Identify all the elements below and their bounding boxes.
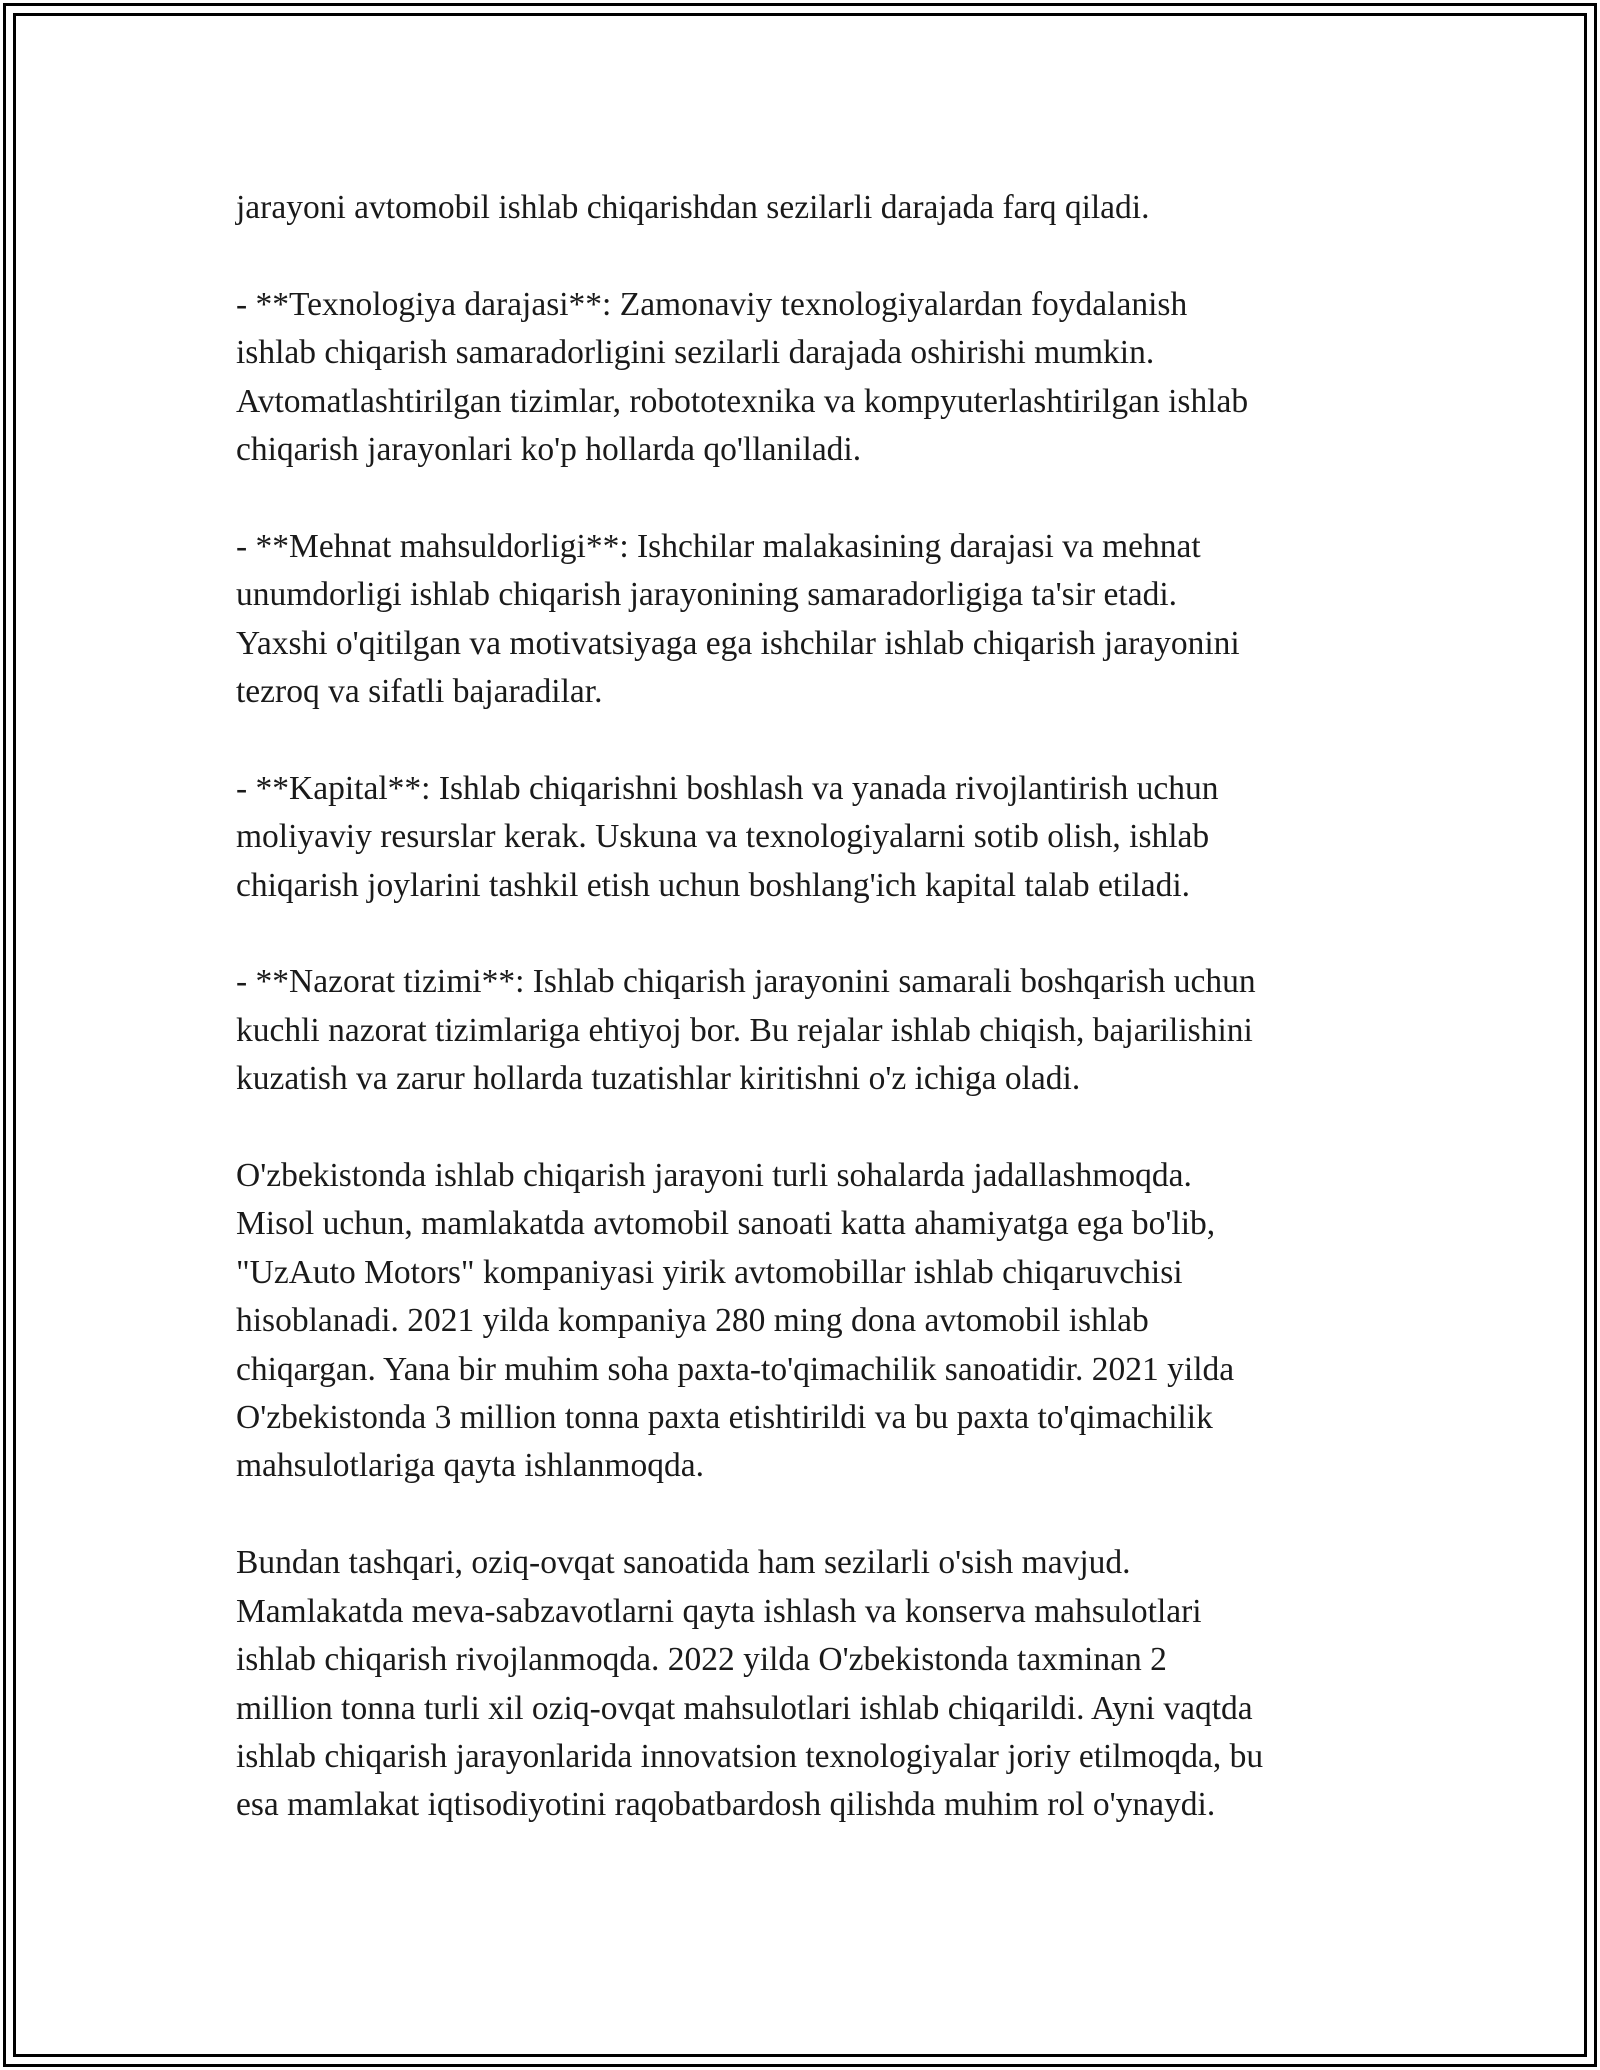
text-line: tezroq va sifatli bajaradilar.	[236, 673, 603, 711]
text-line: "UzAuto Motors" kompaniyasi yirik avtomobillar ishlab chiqaruvchisi	[236, 1253, 1183, 1291]
text-line: kuchli nazorat tizimlariga ehtiyoj bor. Bu rejalar ishlab chiqish, bajarilishini	[236, 1011, 1253, 1049]
text-line: esa mamlakat iqtisodiyotini raqobatbardosh qilishda muhim rol o'ynaydi.	[236, 1786, 1216, 1824]
text-line: chiqarish joylarini tashkil etish uchun boshlang'ich kapital talab etiladi.	[236, 866, 1191, 904]
paragraph-capital	[236, 765, 1376, 910]
text-line: Avtomatlashtirilgan tizimlar, robototexnika va kompyuterlashtirilgan ishlab	[236, 382, 1249, 420]
text-line: chiqarish jarayonlari ko'p hollarda qo'llaniladi.	[236, 431, 862, 469]
text-line: - **Mehnat mahsuldorligi**: Ishchilar malakasining darajasi va mehnat	[236, 527, 1201, 565]
text-line: moliyaviy resurslar kerak. Uskuna va texnologiyalarni sotib olish, ishlab	[236, 818, 1210, 856]
text-line: million tonna turli xil oziq-ovqat mahsulotlari ishlab chiqarildi. Ayni vaqtda	[236, 1689, 1253, 1727]
text-line: mahsulotlariga qayta ishlanmoqda.	[236, 1447, 704, 1485]
text-line: unumdorligi ishlab chiqarish jarayonining samaradorligiga ta'sir etadi.	[236, 576, 1178, 614]
text-line: ishlab chiqarish rivojlanmoqda. 2022 yilda O'zbekistonda taxminan 2	[236, 1641, 1167, 1679]
text-line: - **Nazorat tizimi**: Ishlab chiqarish jarayonini samarali boshqarish uchun	[236, 963, 1256, 1001]
document-body	[236, 184, 1376, 1878]
text-line: Misol uchun, mamlakatda avtomobil sanoati katta ahamiyatga ega bo'lib,	[236, 1205, 1216, 1243]
paragraph-uzbekistan-production	[236, 1152, 1376, 1491]
text-line: hisoblanadi. 2021 yilda kompaniya 280 ming dona avtomobil ishlab	[236, 1302, 1149, 1340]
text-line: jarayoni avtomobil ishlab chiqarishdan sezilarli darajada farq qiladi.	[236, 189, 1150, 226]
text-line: ishlab chiqarish jarayonlarida innovatsion texnologiyalar joriy etilmoqda, bu	[236, 1737, 1264, 1775]
text-line: O'zbekistonda ishlab chiqarish jarayoni turli sohalarda jadallashmoqda.	[236, 1157, 1192, 1195]
text-line: - **Kapital**: Ishlab chiqarishni boshlash va yanada rivojlantirish uchun	[236, 769, 1219, 807]
text-line: Bundan tashqari, oziq-ovqat sanoatida ham sezilarli o'sish mavjud.	[236, 1544, 1131, 1582]
text-line: Mamlakatda meva-sabzavotlarni qayta ishlash va konserva mahsulotlari	[236, 1592, 1202, 1630]
text-line: O'zbekistonda 3 million tonna paxta etishtirildi va bu paxta to'qimachilik	[236, 1399, 1213, 1437]
text-line: chiqargan. Yana bir muhim soha paxta-to'qimachilik sanoatidir. 2021 yilda	[236, 1350, 1235, 1388]
paragraph-technology-level	[236, 281, 1376, 475]
text-line: - **Texnologiya darajasi**: Zamonaviy texnologiyalardan foydalanish	[236, 285, 1188, 323]
paragraph-labor-productivity	[236, 523, 1376, 717]
text-line: kuzatish va zarur hollarda tuzatishlar kiritishni o'z ichiga oladi.	[236, 1060, 1081, 1098]
paragraph-intro-continuation	[236, 184, 1376, 232]
paragraph-food-industry	[236, 1539, 1376, 1829]
text-line: Yaxshi o'qitilgan va motivatsiyaga ega ishchilar ishlab chiqarish jarayonini	[236, 624, 1240, 662]
text-line: ishlab chiqarish samaradorligini sezilarli darajada oshirishi mumkin.	[236, 334, 1155, 372]
paragraph-control-system	[236, 958, 1376, 1103]
